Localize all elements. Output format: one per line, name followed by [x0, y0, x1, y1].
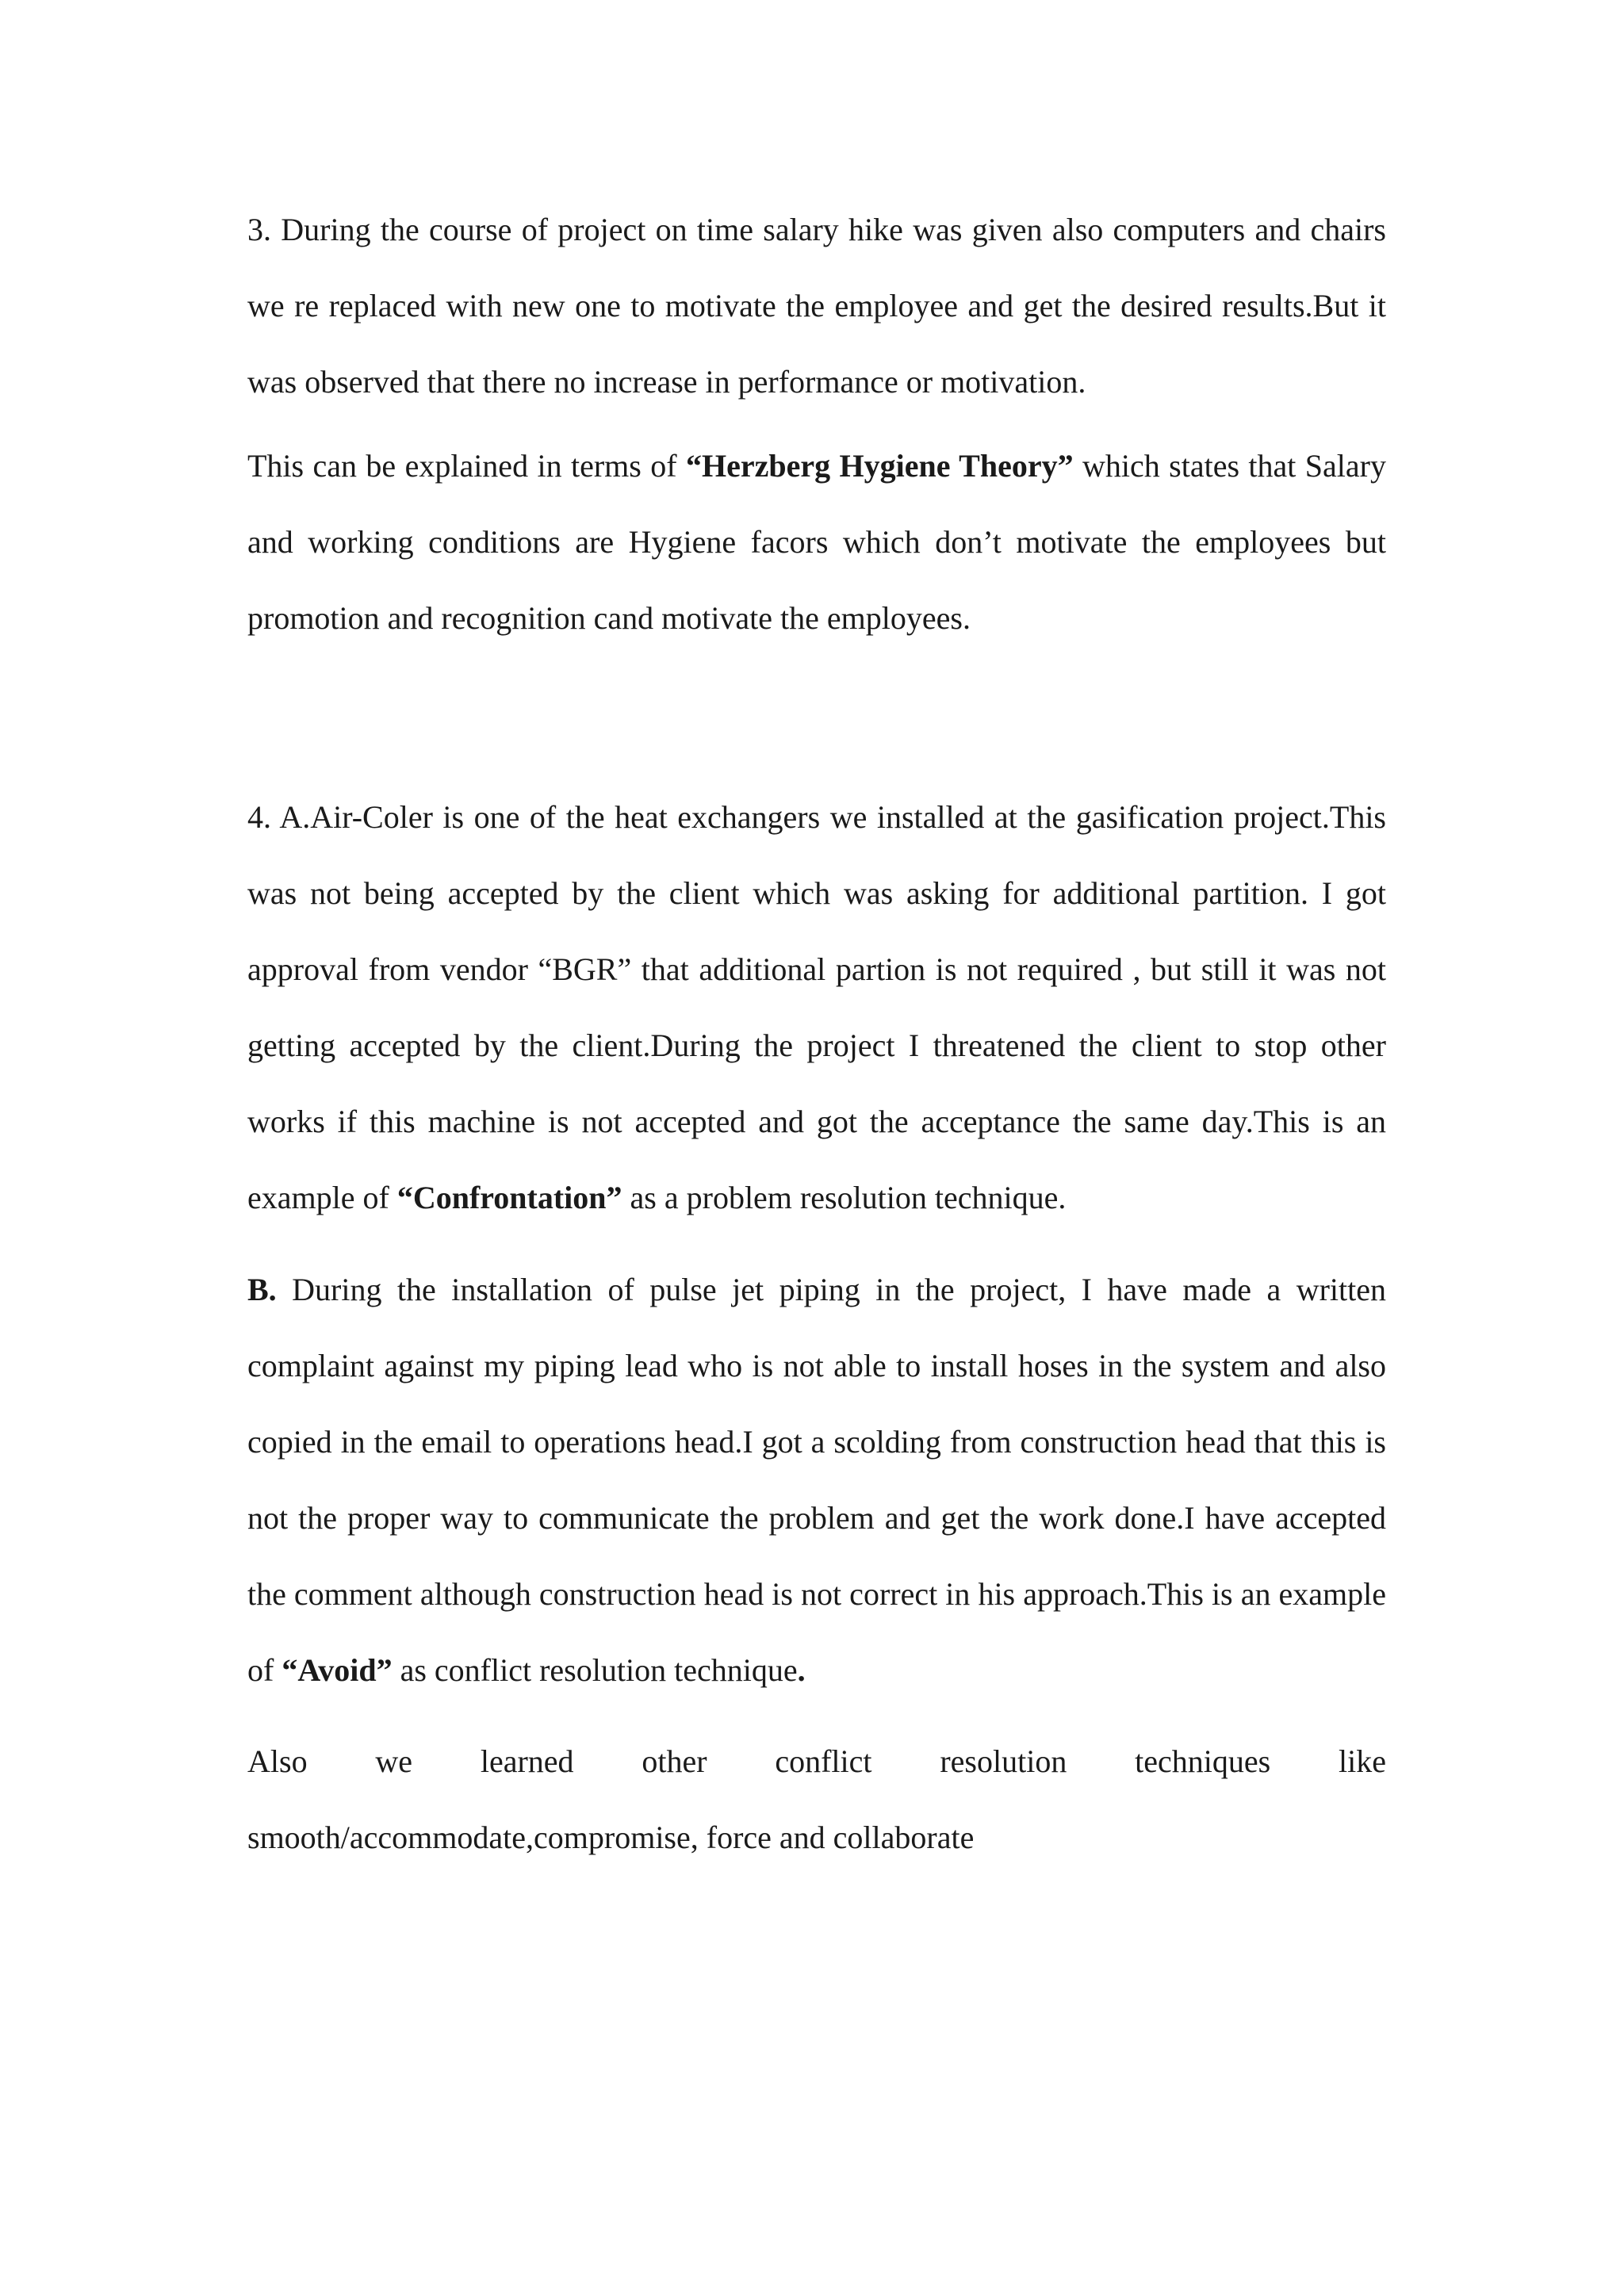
item-label-b: B. — [247, 1272, 277, 1307]
paragraph-other-techniques-line1 — [247, 1724, 1386, 1800]
paragraph-text-before: During the installation of pulse jet piping in the project, I have made a written complaint against my piping lead who is not able to install hoses in the system and also copied in the email to operations head.I got a scolding from construction head that this is not the proper way to communicate the problem and get the work done.I have accepted the comment although construction head is not correct in his approach.This is an example of — [247, 1272, 1386, 1688]
paragraph-text: smooth/accommodate,compromise, force and collaborate — [247, 1820, 975, 1855]
paragraph-text: Also we learned other conflict resolution techniques like — [247, 1743, 1386, 1779]
paragraph-salary-hike — [247, 192, 1386, 420]
paragraph-text: 3. During the course of project on time salary hike was given also computers and chairs we re replaced with new one to motivate the employee and get the desired results.But it was observed that there no increase in performance or motivation. — [247, 212, 1386, 400]
paragraph-text-before: This can be explained in terms of — [247, 448, 686, 484]
confrontation-term: “Confrontation” — [396, 1180, 622, 1215]
paragraph-pulse-jet — [247, 1252, 1386, 1709]
paragraph-air-coler — [247, 779, 1386, 1236]
avoid-term: “Avoid” — [282, 1652, 393, 1688]
paragraph-text-after: as conflict resolution technique — [392, 1652, 798, 1688]
herzberg-theory-term: “Herzberg Hygiene Theory” — [685, 448, 1074, 484]
paragraph-text-before: 4. A.Air-Coler is one of the heat exchangers we installed at the gasification project.This was not being accepted by the client which was asking for additional partition. I got approval from vendor “BGR” that additional partion is not required , but still it was not getting accepted by the client.During the project I threatened the client to stop other works if this machine is not accepted and got the acceptance the same day.This is an example of — [247, 799, 1386, 1215]
paragraph-herzberg — [247, 428, 1386, 656]
paragraph-end-period: . — [797, 1652, 806, 1688]
paragraph-other-techniques-line2 — [247, 1800, 1386, 1876]
paragraph-text-after: as a problem resolution technique. — [622, 1180, 1067, 1215]
paragraph-text-after: which states that Salary and working conditions are Hygiene facors which don’t motivate the employees but promotion and recognition cand motivate the employees. — [247, 448, 1386, 636]
